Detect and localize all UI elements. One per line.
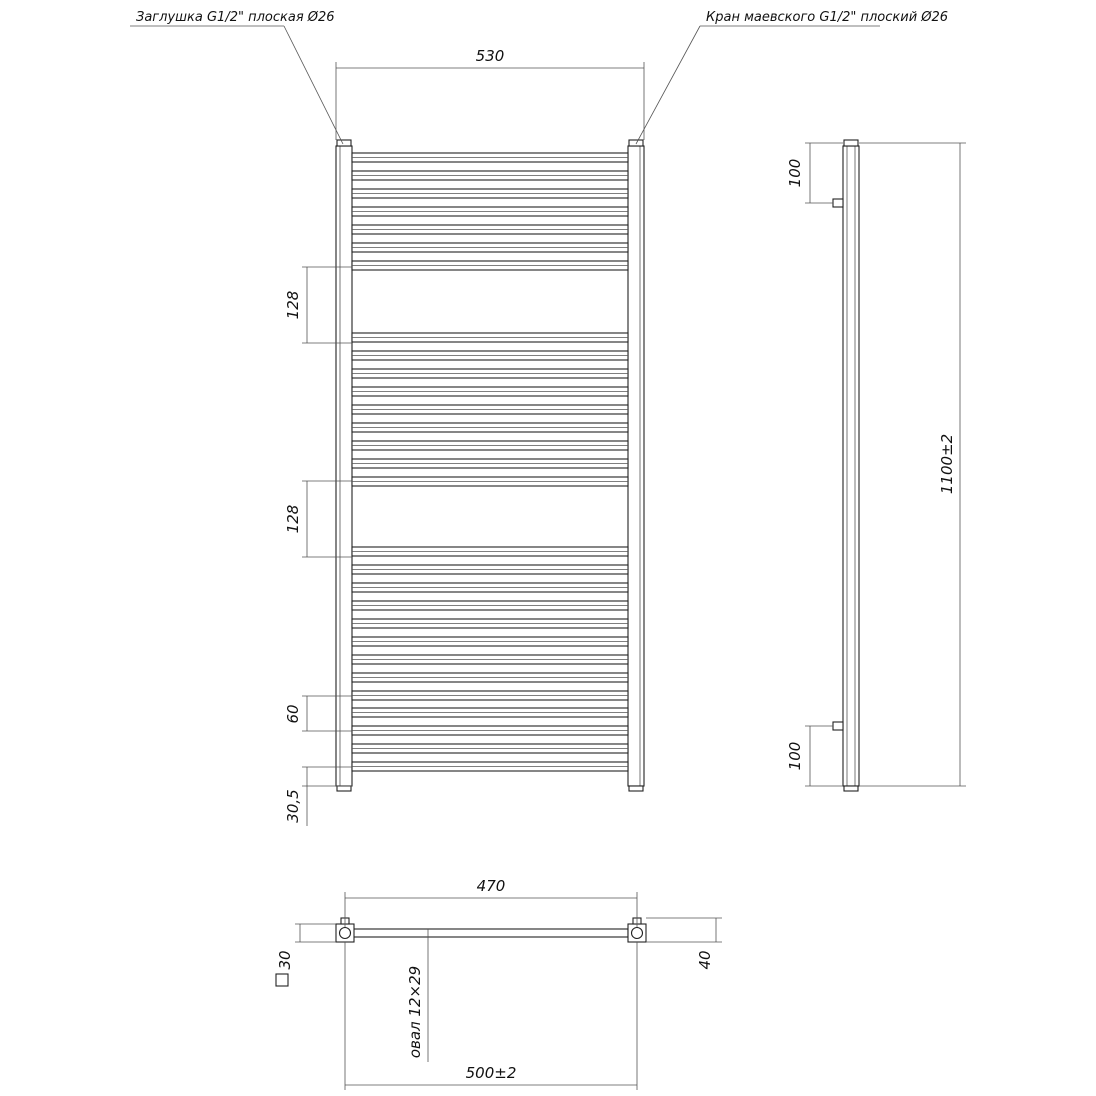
plan-square-profile-label: 30 xyxy=(276,950,294,970)
plan-overall-width-dimension xyxy=(345,942,637,1090)
plan-rung xyxy=(352,929,628,937)
plan-depth-dimension xyxy=(646,918,722,970)
callout-valve-label: Кран маевского G1/2" плоский Ø26 xyxy=(706,10,949,25)
plan-center-distance-dimension xyxy=(345,877,637,927)
plan-center-distance-label: 470 xyxy=(476,877,506,895)
side-top-offset-dimension xyxy=(786,143,843,203)
callout-valve xyxy=(636,10,948,144)
side-view xyxy=(786,140,966,791)
side-height-label: 1100±2 xyxy=(938,433,956,495)
width-dimension xyxy=(336,47,644,140)
side-top-offset-label: 100 xyxy=(786,158,804,188)
left-collector xyxy=(336,146,352,786)
plan-overall-width-label: 500±2 xyxy=(465,1064,517,1082)
top-mount-pin xyxy=(833,199,843,207)
side-bottom-offset-label: 100 xyxy=(786,741,804,771)
callout-plug xyxy=(130,10,343,144)
plan-oval-label: овал 12×29 xyxy=(406,965,424,1059)
gap-upper-label: 128 xyxy=(284,290,302,320)
front-view xyxy=(130,10,948,826)
right-collector xyxy=(628,146,644,786)
side-collector xyxy=(843,146,859,786)
side-bottom-offset-dimension xyxy=(786,726,843,786)
plan-view xyxy=(276,877,722,1090)
plan-depth-label: 40 xyxy=(696,950,714,970)
square-profile-icon xyxy=(276,974,288,986)
callout-plug-label: Заглушка G1/2" плоская Ø26 xyxy=(136,10,335,25)
bottom-mount-pin xyxy=(833,722,843,730)
width-dimension-label: 530 xyxy=(475,47,505,65)
gap-middle-label: 128 xyxy=(284,504,302,534)
rungs xyxy=(352,153,628,771)
pitch-label: 60 xyxy=(284,704,302,724)
plan-square-profile-dimension xyxy=(276,924,336,986)
plan-oval-callout xyxy=(406,937,428,1062)
side-height-dimension xyxy=(859,143,966,786)
bottom-offset-label: 30,5 xyxy=(284,789,302,823)
